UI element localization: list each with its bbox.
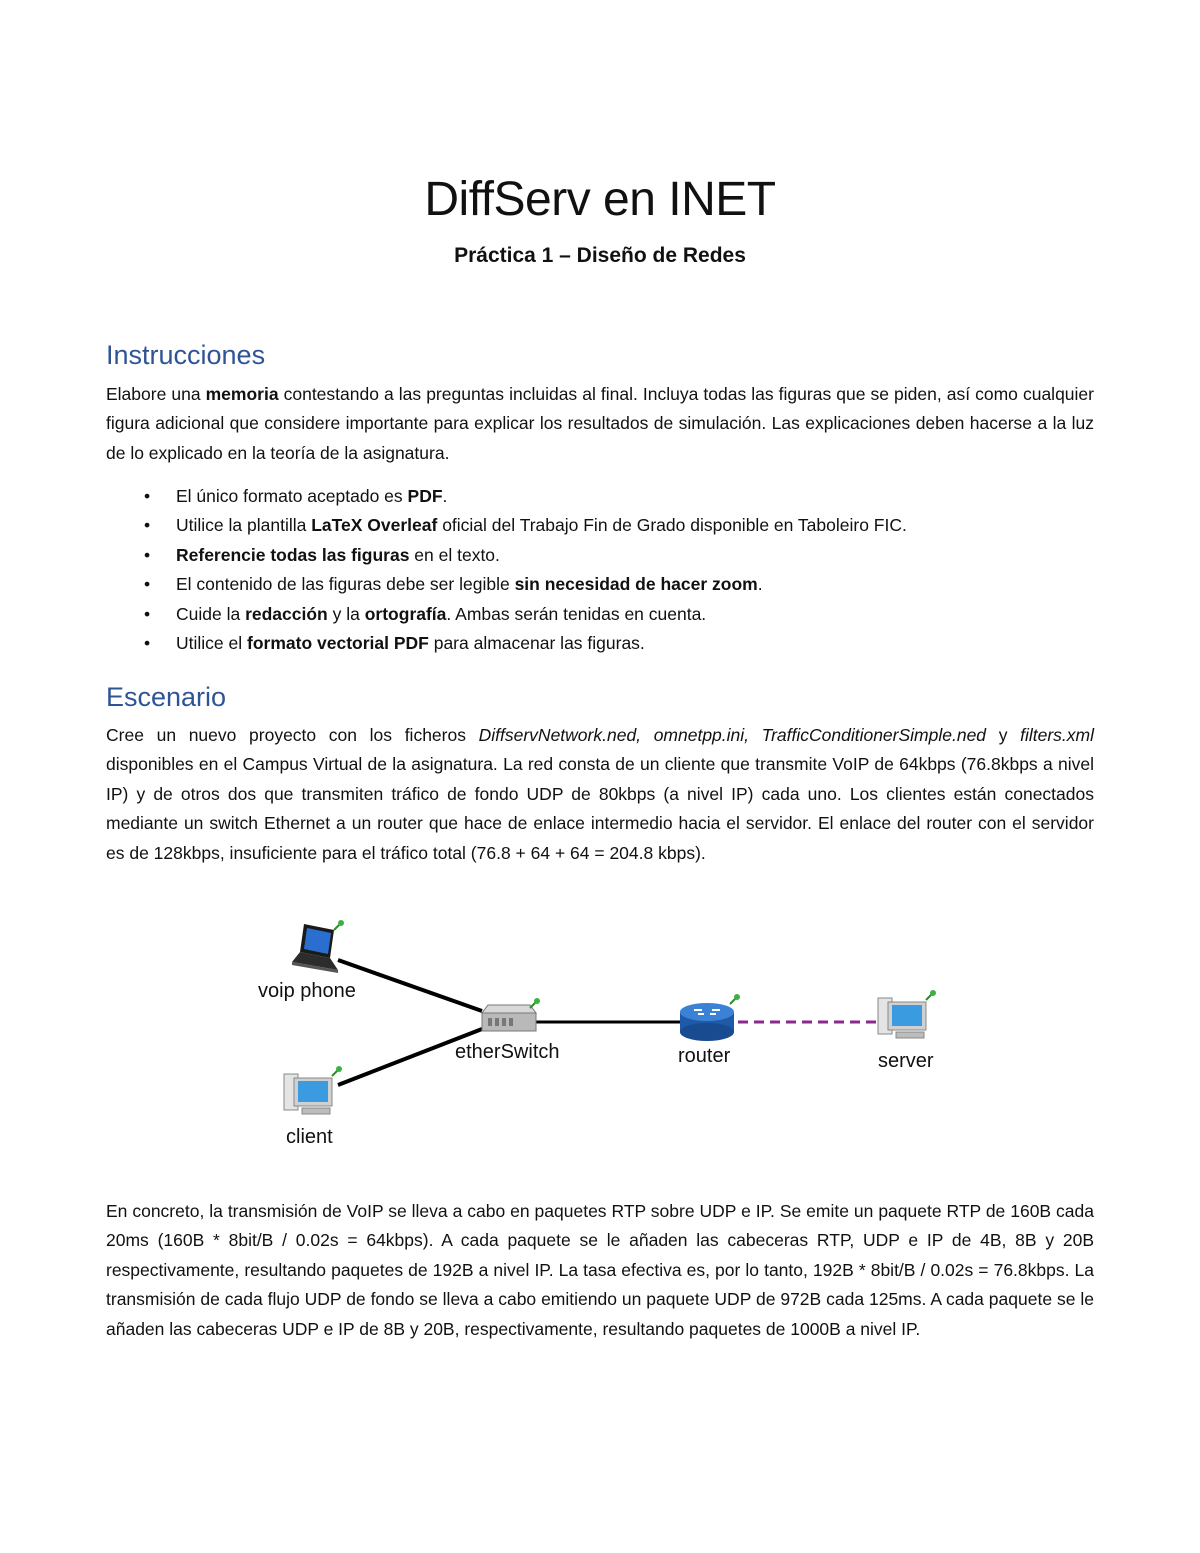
connection-pin-icon [334,920,344,930]
bullet-item: • Utilice el formato vectorial PDF para almacenar las figuras. [106,629,1094,658]
router-icon [680,1003,734,1041]
bullet-icon: • [144,603,151,624]
connection-pin-icon [926,990,936,1000]
node-label-client: client [286,1126,333,1148]
server-computer-icon [878,998,926,1038]
bullet-icon: • [144,515,151,536]
client-computer-icon [284,1074,332,1114]
node-label-server: server [878,1050,934,1072]
node-label-voip: voip phone [258,980,356,1002]
bullet-icon: • [144,486,151,506]
heading-escenario: Escenario [106,682,227,712]
connection-pin-icon [332,1066,342,1076]
node-label-switch: etherSwitch [455,1041,560,1063]
switch-icon [482,1005,536,1031]
heading-instrucciones: Instrucciones [106,340,266,370]
node-label-router: router [678,1045,731,1067]
bullet-item: • El contenido de las figuras debe ser legible sin necesidad de hacer zoom. [106,570,1094,599]
instrucciones-bullet-list [106,482,1094,658]
bullet-item: • El único formato aceptado es PDF. [106,482,1094,511]
instrucciones-paragraph: Elabore una memoria contestando a las preguntas incluidas al final. Incluya todas las figuras que se piden, así como cualquier figura adicional que considere importante para explicar los resultados de simulación. Las explicaciones deben hacerse a la luz de lo explicado en la teoría de la asignatura. [106,384,1094,463]
escenario-paragraph-1: Cree un nuevo proyecto con los ficheros DiffservNetwork.ned, omnetpp.ini, TrafficConditionerSimple.ned y filters.xml disponibles en el Campus Virtual de la asignatura. La red consta de un cliente que transmite VoIP de 64kbps (76.8kbps a nivel IP) y de otros dos que transmiten tráfico de fondo UDP de 80kbps (a nivel IP) cada uno. Los clientes están conectados mediante un switch Ethernet a un router que hace de enlace intermedio hacia el servidor. El enlace del router con el servidor es de 128kbps, insuficiente para el tráfico total (76.8 + 64 + 64 = 204.8 kbps). [106,725,1094,863]
bullet-item: • Utilice la plantilla LaTeX Overleaf oficial del Trabajo Fin de Grado disponible en Taboleiro FIC. [106,511,1094,540]
link-voip-switch [338,960,482,1011]
escenario-paragraph-2: En concreto, la transmisión de VoIP se lleva a cabo en paquetes RTP sobre UDP e IP. Se emite un paquete RTP de 160B cada 20ms (160B * 8bit/B / 0.02s = 64kbps). A cada paquete se le añaden las cabeceras RTP, UDP e IP de 4B, 8B y 20B respectivamente, resultando paquetes de 192B a nivel IP. La tasa efectiva es, por lo tanto, 192B * 8bit/B / 0.02s = 76.8kbps. La transmisión de cada flujo UDP de fondo se lleva a cabo emitiendo un paquete UDP de 972B cada 125ms. A cada paquete se le añaden las cabeceras UDP e IP de 8B y 20B, respectivamente, resultando paquetes de 1000B a nivel IP. [106,1201,1094,1339]
document-subtitle: Práctica 1 – Diseño de Redes [454,244,746,267]
network-topology-figure [250,910,950,1160]
laptop-icon [292,924,338,973]
connection-pin-icon [530,998,540,1008]
document-title: DiffServ en INET [424,173,776,226]
connection-pin-icon [730,994,740,1004]
bullet-item: • Referencie todas las figuras en el texto. [106,541,1094,570]
bullet-icon: • [144,574,151,595]
bullet-icon: • [144,633,151,654]
bullet-icon: • [144,544,151,565]
bullet-item: • Cuide la redacción y la ortografía. Ambas serán tenidas en cuenta. [106,600,1094,629]
